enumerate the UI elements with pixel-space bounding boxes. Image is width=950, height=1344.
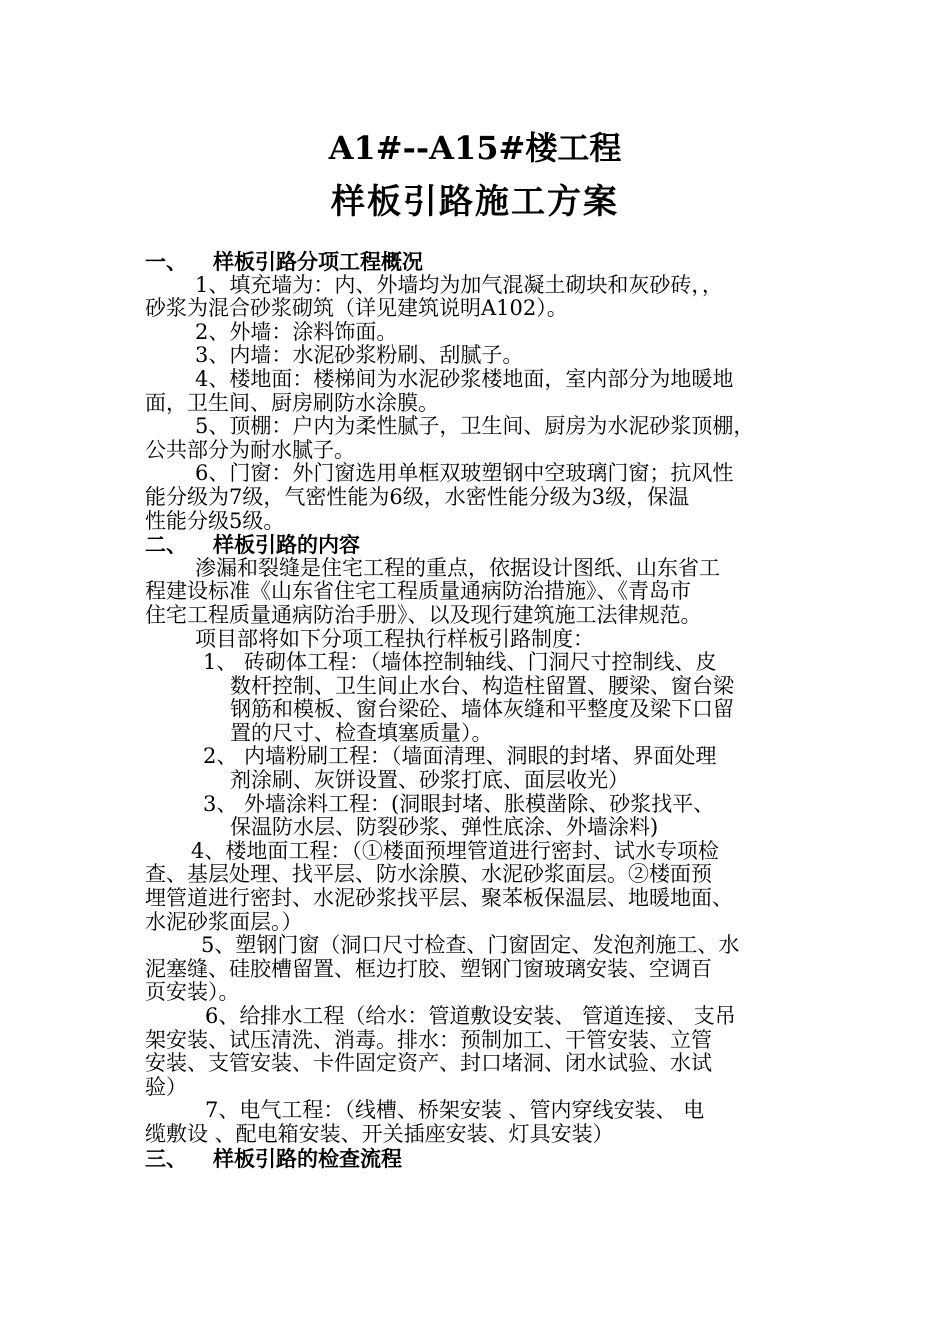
paragraph-line: 公共部分为耐水腻子。 (145, 437, 355, 462)
paragraph-line: 项目部将如下分项工程执行样板引路制度： (195, 626, 594, 651)
paragraph-line: 性能分级5级。 (145, 508, 285, 533)
paragraph-line: 页安装）。 (145, 980, 240, 1005)
paragraph-line: 架安装、试压清洗、消毒。排水：预制加工、干管安装、立管 (145, 1027, 712, 1052)
section-heading (145, 1147, 810, 1171)
paragraph-line: 4、楼地面：楼梯间为水泥砂浆楼地面，室内部分为地暖地 (195, 366, 734, 391)
paragraph-line: 2、外墙：涂料饰面。 (195, 319, 398, 344)
paragraph-line: 7、电气工程：（线槽、桥架安装 、管内穿线安装、 电 (205, 1098, 705, 1123)
paragraph-line: 水泥砂浆面层。） (145, 909, 303, 934)
section-number: 三、 (145, 1145, 187, 1171)
section-heading (145, 250, 810, 274)
paragraph-line: 程建设标准《山东省住宅工程质量通病防治措施》、《青岛市 (145, 579, 691, 604)
paragraph-line: 置的尺寸、检查填塞质量）。 (230, 720, 493, 745)
paragraph-line: 3、内墙：水泥砂浆粉刷、刮腻子。 (195, 343, 524, 368)
paragraph-line: 查、基层处理、找平层、防水涂膜、水泥砂浆面层。②楼面预 (145, 862, 712, 887)
paragraph-line: 能分级为7级，气密性能为6级，水密性能分级为3级，保温 (145, 484, 690, 509)
paragraph-line: 3、 外墙涂料工程：(洞眼封堵、胀模凿除、砂浆找平、 (203, 791, 715, 816)
section-heading-text: 样板引路的内容 (213, 532, 360, 558)
paragraph-line: 钢筋和模板、窗台梁砼、墙体灰缝和平整度及梁下口留 (230, 697, 734, 722)
paragraph-line: 4、楼地面工程：（①楼面预埋管道进行密封、试水专项检 (191, 838, 719, 863)
document-body (145, 250, 810, 1170)
section-number: 一、 (145, 249, 187, 274)
document-subtitle: 样板引路施工方案 (331, 182, 619, 222)
section-heading-text: 样板引路的检查流程 (213, 1145, 402, 1171)
paragraph-line: 保温防水层、防裂砂浆、弹性底涂、外墙涂料) (230, 815, 659, 840)
paragraph-line: 剂涂刷、灰饼设置、砂浆打底、面层收光） (230, 768, 629, 793)
section-heading (145, 533, 810, 557)
paragraph-line: 安装、支管安装、卡件固定资产、封口堵洞、闭水试验、水试 (145, 1051, 712, 1076)
paragraph-line: 埋管道进行密封、水泥砂浆找平层、聚苯板保温层、地暖地面、 (145, 886, 733, 911)
paragraph-line: 2、 内墙粉刷工程：（墙面清理、洞眼的封堵、界面处理 (203, 744, 717, 769)
paragraph-line: 1、填充墙为：内、外墙均为加气混凝土砌块和灰砂砖，， (195, 272, 723, 297)
paragraph-line: 5、顶棚：户内为柔性腻子，卫生间、厨房为水泥砂浆顶棚， (195, 414, 755, 439)
paragraph-line: 面，卫生间、厨房刷防水涂膜。 (145, 390, 439, 415)
paragraph-line: 1、 砖砌体工程：（墙体控制轴线、门洞尺寸控制线、皮 (203, 650, 717, 675)
paragraph-line: 6、给排水工程（给水：管道敷设安装、 管道连接、 支吊 (205, 1004, 736, 1028)
paragraph-line: 泥塞缝、硅胶槽留置、框边打胶、塑钢门窗玻璃安装、空调百 (145, 956, 712, 981)
paragraph-line: 渗漏和裂缝是住宅工程的重点，依据设计图纸、山东省工 (195, 555, 720, 580)
document-title: A1#--A15#楼工程 (328, 129, 622, 167)
section-heading-text: 样板引路分项工程概况 (213, 249, 423, 274)
paragraph-line: 数杆控制、卫生间止水台、构造柱留置、腰梁、窗台梁 (230, 673, 734, 698)
paragraph-line: 6、门窗：外门窗选用单框双玻塑钢中空玻璃门窗；抗风性 (195, 461, 734, 486)
paragraph-line: 砂浆为混合砂浆砌筑（详见建筑说明A102）。 (145, 296, 568, 321)
paragraph-line: 5、塑钢门窗（洞口尺寸检查、门窗固定、发泡剂施工、水 (201, 933, 740, 958)
paragraph-line: 住宅工程质量通病防治手册》、以及现行建筑施工法律规范。 (145, 602, 702, 627)
paragraph-line: 验） (145, 1074, 187, 1099)
section-number: 二、 (145, 532, 187, 558)
paragraph-line: 缆敷设 、配电箱安装、开关插座安装、灯具安装） (145, 1121, 614, 1146)
